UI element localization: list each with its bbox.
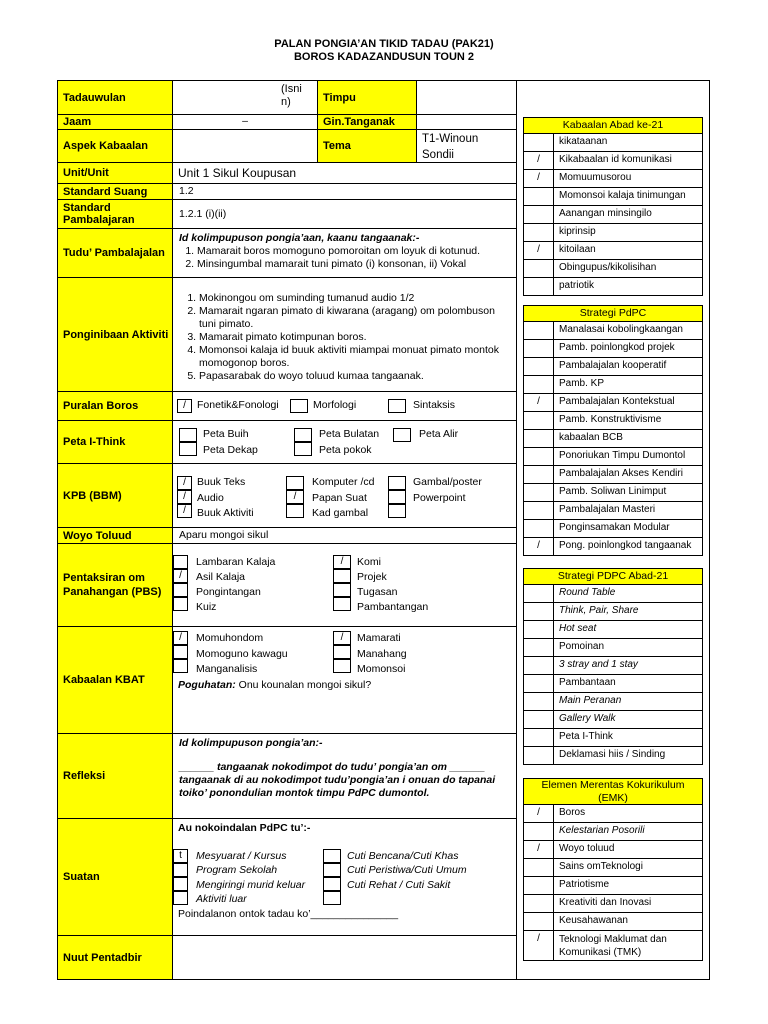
abad-row (523, 242, 703, 260)
suatan-option: Aktiviti luar (196, 893, 247, 905)
aktiviti-label: Ponginibaan Aktiviti (57, 277, 173, 392)
pbs-checkbox[interactable] (173, 583, 188, 597)
abad-row (523, 260, 703, 278)
emk-checkbox[interactable]: / (524, 805, 554, 822)
strategi-checkbox[interactable] (524, 376, 554, 393)
suatan-option: Mesyuarat / Kursus (196, 850, 287, 862)
pbs-checkbox[interactable]: / (333, 555, 351, 569)
pbs-option: Asil Kalaja (196, 571, 246, 583)
kpb-option: Buuk Aktiviti (197, 507, 254, 519)
emk-item-label: Boros (559, 807, 586, 818)
kbat-option: Manahang (357, 648, 407, 660)
abad21-row (523, 603, 703, 621)
emk-item-label: Keusahawanan (559, 915, 628, 926)
emk-item-label: Woyo toluud (559, 843, 615, 854)
abad21-row (523, 693, 703, 711)
abad-table (523, 117, 703, 296)
kpb-checkbox[interactable] (388, 476, 406, 490)
pbs-option: Lambaran Kalaja (196, 556, 276, 568)
standard-pambalajaran-label: Standard Pambalajaran (57, 199, 173, 229)
abad21-row (523, 747, 703, 765)
peta-checkbox[interactable] (294, 442, 312, 456)
strategi-row (523, 340, 703, 358)
abad-title: Kabaalan Abad ke-21 (523, 117, 703, 134)
abad21-row (523, 729, 703, 747)
timpu-field[interactable] (416, 80, 517, 115)
abad21-title: Strategi PDPC Abad-21 (523, 568, 703, 585)
strategi-checkbox[interactable]: / (524, 394, 554, 411)
strategi-row (523, 502, 703, 520)
aktiviti-item: 4. Momonsoi kalaja id buuk aktiviti miampai monuat pimato montok momogonop boros. (199, 344, 510, 370)
pbs-checkbox[interactable] (173, 597, 188, 611)
kpb-option: Buuk Teks (197, 476, 246, 488)
kbat-question: Poguhatan: Onu kounalan mongoi sikul? (178, 679, 372, 691)
refleksi-line: ______ tangaanak nokodimpot do tudu’ pongia’an om ______ (179, 761, 485, 773)
tadauwulan-label: Tadauwulan (57, 80, 173, 115)
suatan-checkbox[interactable] (323, 891, 341, 905)
peta-option: Peta Dekap (203, 444, 258, 456)
abad21-table (523, 568, 703, 765)
strategi-title: Strategi PdPC (523, 305, 703, 322)
emk-item-label: Sains omTeknologi (559, 861, 643, 872)
kpb-checkbox[interactable] (388, 504, 406, 518)
abad-row (523, 134, 703, 152)
strategi-checkbox[interactable] (524, 340, 554, 357)
strategi-row (523, 448, 703, 466)
abad21-item-label: 3 stray and 1 stay (559, 659, 638, 670)
abad21-row (523, 657, 703, 675)
pbs-checkbox[interactable] (333, 597, 351, 611)
peta-option: Peta Buih (203, 428, 249, 440)
suatan-option: Program Sekolah (196, 864, 278, 876)
emk-row (523, 859, 703, 877)
kbat-checkbox[interactable] (173, 659, 188, 673)
abad-checkbox[interactable] (524, 206, 554, 223)
abad-row (523, 188, 703, 206)
kpb-checkbox[interactable] (286, 504, 304, 518)
kpb-option: Powerpoint (413, 492, 466, 504)
abad21-checkbox[interactable] (524, 657, 554, 674)
abad21-item-label: Round Table (559, 587, 616, 598)
abad-checkbox[interactable] (524, 188, 554, 205)
suatan-label: Suatan (57, 818, 173, 936)
strategi-checkbox[interactable] (524, 520, 554, 537)
strategi-item-label: Pamb. poinlongkod projek (559, 342, 675, 353)
abad-row (523, 152, 703, 170)
pbs-checkbox[interactable] (333, 569, 351, 583)
strategi-item-label: kabaalan BCB (559, 432, 623, 443)
strategi-checkbox[interactable] (524, 358, 554, 375)
strategi-row (523, 358, 703, 376)
jaam-field[interactable]: – (172, 114, 318, 130)
tudu-heading: Id kolimpupuson pongia’aan, kaanu tangaanak:- (179, 232, 420, 244)
tadauwulan-field[interactable] (172, 80, 318, 115)
abad-item-label: kikataanan (559, 136, 608, 147)
peta-option: Peta Alir (419, 428, 459, 440)
peta-checkbox[interactable] (179, 428, 197, 442)
woyo-label: Woyo Toluud (57, 527, 173, 544)
peta-option: Peta Bulatan (319, 428, 380, 440)
emk-row (523, 895, 703, 913)
strategi-item-label: Manalasai kobolingkaangan (559, 324, 683, 335)
kpb-option: Kad gambal (312, 507, 369, 519)
abad21-row (523, 711, 703, 729)
abad-item-label: Momonsoi kalaja tinimungan (559, 190, 686, 201)
abad-checkbox[interactable] (524, 134, 554, 151)
refleksi-heading: Id kolimpupuson pongia’an:- (179, 737, 323, 749)
suatan-checkbox[interactable] (323, 849, 341, 863)
pbs-option: Pambantangan (357, 601, 429, 613)
abad21-item-label: Think, Pair, Share (559, 605, 639, 616)
abad-item-label: Aanangan minsingilo (559, 208, 652, 219)
kpb-field (172, 463, 517, 528)
kbat-option: Momoguno kawagu (196, 648, 288, 660)
tudu-item: 2. Minsingumbal mamarait tuni pimato (i) konsonan, ii) Vokal (197, 258, 510, 271)
kbat-checkbox[interactable]: / (173, 631, 188, 645)
aktiviti-item: 3. Mamarait pimato kotimpunan boros. (199, 331, 510, 344)
kpb-option: Audio (197, 492, 224, 504)
suatan-option: Cuti Rehat / Cuti Sakit (347, 879, 451, 891)
strategi-row (523, 394, 703, 412)
abad21-row (523, 585, 703, 603)
aktiviti-item: 1. Mokinongou om suminding tumanud audio 1/2 (199, 292, 510, 305)
emk-checkbox[interactable] (524, 895, 554, 912)
kpb-checkbox[interactable]: / (177, 504, 192, 518)
pbs-option: Kuiz (196, 601, 217, 613)
strategi-item-label: Pamb. KP (559, 378, 605, 389)
woyo-field[interactable]: Aparu mongoi sikul (172, 527, 517, 544)
abad21-checkbox[interactable] (524, 675, 554, 692)
standard-pambalajaran-field[interactable]: 1.2.1 (i)(ii) (172, 199, 517, 229)
kpb-option: Komputer /cd (312, 476, 375, 488)
abad-item-label: Kikabaalan id komunikasi (559, 154, 672, 165)
suatan-checkbox[interactable] (323, 877, 341, 891)
abad21-checkbox[interactable] (524, 711, 554, 728)
strategi-row (523, 412, 703, 430)
aspek-field[interactable] (172, 129, 318, 163)
puralan-option: Sintaksis (413, 399, 456, 411)
refleksi-line: tangaanak di au nokodimpot tudu’pongia’an i onuan do tapanai (179, 774, 496, 786)
strategi-row (523, 520, 703, 538)
suatan-footer: Poindalanon ontok tadau ko’_______________ (178, 908, 399, 920)
puralan-checkbox[interactable] (290, 399, 308, 413)
strategi-row (523, 430, 703, 448)
abad21-item-label: Gallery Walk (559, 713, 616, 724)
abad21-item-label: Deklamasi hiis / Sinding (559, 749, 666, 760)
tudu-field[interactable] (172, 228, 517, 278)
strategi-checkbox[interactable]: / (524, 538, 554, 555)
strategi-item-label: Pamb. Konstruktivisme (559, 414, 662, 425)
abad-checkbox[interactable]: / (524, 170, 554, 187)
abad21-checkbox[interactable] (524, 603, 554, 620)
strategi-checkbox[interactable] (524, 484, 554, 501)
refleksi-field[interactable] (172, 733, 517, 819)
kbat-option: Manganalisis (196, 663, 258, 675)
aktiviti-item: 5. Papasarabak do woyo toluud kumaa tangaanak. (199, 370, 510, 383)
strategi-checkbox[interactable] (524, 430, 554, 447)
emk-item-label: Teknologi Maklumat dan Komunikasi (TMK) (559, 934, 667, 958)
pbs-option: Tugasan (357, 586, 398, 598)
kbat-option: Momonsoi (357, 663, 406, 675)
suatan-checkbox[interactable]: t (173, 849, 188, 863)
abad21-checkbox[interactable] (524, 747, 554, 764)
abad-row (523, 206, 703, 224)
abad-checkbox[interactable] (524, 260, 554, 277)
puralan-label: Puralan Boros (57, 391, 173, 421)
unit-label: Unit/Unit (57, 162, 173, 184)
kbat-field (172, 626, 517, 734)
abad21-checkbox[interactable] (524, 585, 554, 602)
strategi-item-label: Ponoriukan Timpu Dumontol (559, 450, 686, 461)
abad21-row (523, 621, 703, 639)
strategi-item-label: Pambalajalan kooperatif (559, 360, 667, 371)
emk-row (523, 841, 703, 859)
tema-field[interactable]: T1-Winoun Sondii (416, 129, 517, 163)
kbat-label: Kabaalan KBAT (57, 626, 173, 734)
unit-field[interactable]: Unit 1 Sikul Koupusan (172, 162, 517, 184)
kpb-checkbox[interactable]: / (286, 490, 304, 504)
tudu-label: Tudu’ Pambalajalan (57, 228, 173, 278)
emk-checkbox[interactable] (524, 859, 554, 876)
abad21-item-label: Pambantaan (559, 677, 616, 688)
kpb-label: KPB (BBM) (57, 463, 173, 528)
emk-checkbox[interactable] (524, 823, 554, 840)
peta-field (172, 420, 517, 464)
kpb-checkbox[interactable]: / (177, 476, 192, 490)
abad-checkbox[interactable] (524, 278, 554, 295)
kbat-checkbox[interactable]: / (333, 631, 351, 645)
abad-checkbox[interactable]: / (524, 242, 554, 259)
kpb-option: Papan Suat (312, 492, 367, 504)
puralan-option: Fonetik&Fonologi (197, 399, 279, 411)
abad21-item-label: Pomoinan (559, 641, 605, 652)
peta-label: Peta I-Think (57, 420, 173, 464)
timpu-label: Timpu (317, 80, 417, 115)
refleksi-label: Refleksi (57, 733, 173, 819)
strategi-row (523, 538, 703, 556)
refleksi-line: toiko’ ponondulian montok timpu PdPC dumontol. (179, 787, 430, 799)
kpb-option: Gambal/poster (413, 476, 482, 488)
standard-suang-field[interactable]: 1.2 (172, 183, 517, 200)
kbat-checkbox[interactable] (173, 645, 188, 659)
aspek-label: Aspek Kabaalan (57, 129, 173, 163)
kbat-checkbox[interactable] (333, 659, 351, 673)
suatan-option: Mengiringi murid keluar (196, 879, 306, 891)
peta-checkbox[interactable] (393, 428, 411, 442)
kpb-checkbox[interactable] (286, 476, 304, 490)
kpb-checkbox[interactable]: / (177, 490, 192, 504)
peta-option: Peta pokok (319, 444, 372, 456)
emk-table (523, 778, 703, 961)
strategi-item-label: Pong. poinlongkod tangaanak (559, 540, 692, 551)
suatan-heading: Au nokoindalan PdPC tu’:- (178, 822, 311, 834)
abad21-item-label: Main Peranan (559, 695, 622, 706)
strategi-checkbox[interactable] (524, 466, 554, 483)
peta-checkbox[interactable] (179, 442, 197, 456)
pbs-option: Projek (357, 571, 387, 583)
abad21-item-label: Peta I-Think (559, 731, 613, 742)
kpb-checkbox[interactable] (388, 490, 406, 504)
tema-label: Tema (317, 129, 417, 163)
strategi-row (523, 466, 703, 484)
tudu-item: 1. Mamarait boros momoguno pomoroitan om loyuk di kotunud. (197, 245, 510, 258)
abad-item-label: Momuumusorou (559, 172, 632, 183)
strategi-row (523, 376, 703, 394)
abad-row (523, 278, 703, 296)
suatan-checkbox[interactable] (173, 863, 188, 877)
abad-row (523, 224, 703, 242)
strategi-item-label: Pambalajalan Masteri (559, 504, 656, 515)
emk-row (523, 913, 703, 931)
emk-checkbox[interactable] (524, 877, 554, 894)
abad-item-label: Obingupus/kikolisihan (559, 262, 657, 273)
emk-item-label: Kelestarian Posorili (559, 825, 645, 836)
nuut-field[interactable] (172, 935, 517, 980)
puralan-field (172, 391, 517, 421)
strategi-item-label: Pambalajalan Akses Kendiri (559, 468, 683, 479)
pbs-field (172, 543, 517, 627)
puralan-option: Morfologi (313, 399, 357, 411)
pbs-checkbox[interactable]: / (173, 569, 188, 583)
jaam-label: Jaam (57, 114, 173, 130)
puralan-checkbox[interactable] (388, 399, 406, 413)
strategi-item-label: Pamb. Soliwan Linimput (559, 486, 667, 497)
strategi-item-label: Pambalajalan Kontekstual (559, 396, 675, 407)
kbat-option: Momuhondom (196, 632, 264, 644)
pbs-label: Pentaksiran om Panahangan (PBS) (57, 543, 173, 627)
strategi-checkbox[interactable] (524, 412, 554, 429)
abad-checkbox[interactable]: / (524, 152, 554, 169)
abad21-checkbox[interactable] (524, 693, 554, 710)
abad-checkbox[interactable] (524, 224, 554, 241)
abad-item-label: patriotik (559, 280, 595, 291)
abad-item-label: kiprinsip (559, 226, 596, 237)
strategi-row (523, 484, 703, 502)
emk-item-label: Patriotisme (559, 879, 610, 890)
suatan-checkbox[interactable] (173, 891, 188, 905)
abad21-checkbox[interactable] (524, 729, 554, 746)
abad-row (523, 170, 703, 188)
abad21-row (523, 639, 703, 657)
pbs-option: Pongintangan (196, 586, 261, 598)
emk-row (523, 877, 703, 895)
abad21-checkbox[interactable] (524, 639, 554, 656)
aktiviti-item: 2. Mamarait ngaran pimato di kiwarana (aragang) om polombuson tuni pimato. (199, 305, 510, 331)
suatan-checkbox[interactable] (323, 863, 341, 877)
strategi-checkbox[interactable] (524, 502, 554, 519)
kbat-option: Mamarati (357, 632, 401, 644)
standard-suang-label: Standard Suang (57, 183, 173, 200)
tadauwulan-value: (Isni n) (281, 83, 302, 108)
strategi-checkbox[interactable] (524, 448, 554, 465)
aktiviti-field[interactable] (172, 277, 517, 392)
emk-row (523, 805, 703, 823)
abad21-checkbox[interactable] (524, 621, 554, 638)
pbs-checkbox[interactable] (333, 583, 351, 597)
document-subtitle: BOROS KADAZANDUSUN TOUN 2 (293, 51, 475, 63)
nuut-label: Nuut Pentadbir (57, 935, 173, 980)
strategi-checkbox[interactable] (524, 322, 554, 339)
gin-tanganak-field[interactable] (416, 114, 517, 130)
abad21-row (523, 675, 703, 693)
suatan-option: Cuti Bencana/Cuti Khas (347, 850, 459, 862)
emk-checkbox[interactable]: / (524, 931, 554, 960)
abad-item-label: kitoilaan (559, 244, 596, 255)
abad21-item-label: Hot seat (559, 623, 597, 634)
emk-checkbox[interactable]: / (524, 841, 554, 858)
emk-row (523, 823, 703, 841)
strategi-item-label: Ponginsamakan Modular (559, 522, 670, 533)
kbat-checkbox[interactable] (333, 645, 351, 659)
document-title: PALAN PONGIA’AN TIKID TADAU (PAK21) (274, 38, 494, 50)
strategi-row (523, 322, 703, 340)
suatan-checkbox[interactable] (173, 877, 188, 891)
emk-row (523, 931, 703, 961)
suatan-option: Cuti Peristiwa/Cuti Umum (347, 864, 467, 876)
emk-item-label: Kreativiti dan Inovasi (559, 897, 652, 908)
emk-title: Elemen Merentas Kokurikulum (EMK) (523, 778, 703, 805)
puralan-checkbox[interactable]: / (177, 399, 192, 413)
gin-tanganak-label: Gin.Tanganak (317, 114, 417, 130)
pbs-option: Komi (357, 556, 381, 568)
emk-checkbox[interactable] (524, 913, 554, 930)
pbs-checkbox[interactable] (173, 555, 188, 569)
suatan-field (172, 818, 517, 936)
strategi-table (523, 305, 703, 556)
peta-checkbox[interactable] (294, 428, 312, 442)
